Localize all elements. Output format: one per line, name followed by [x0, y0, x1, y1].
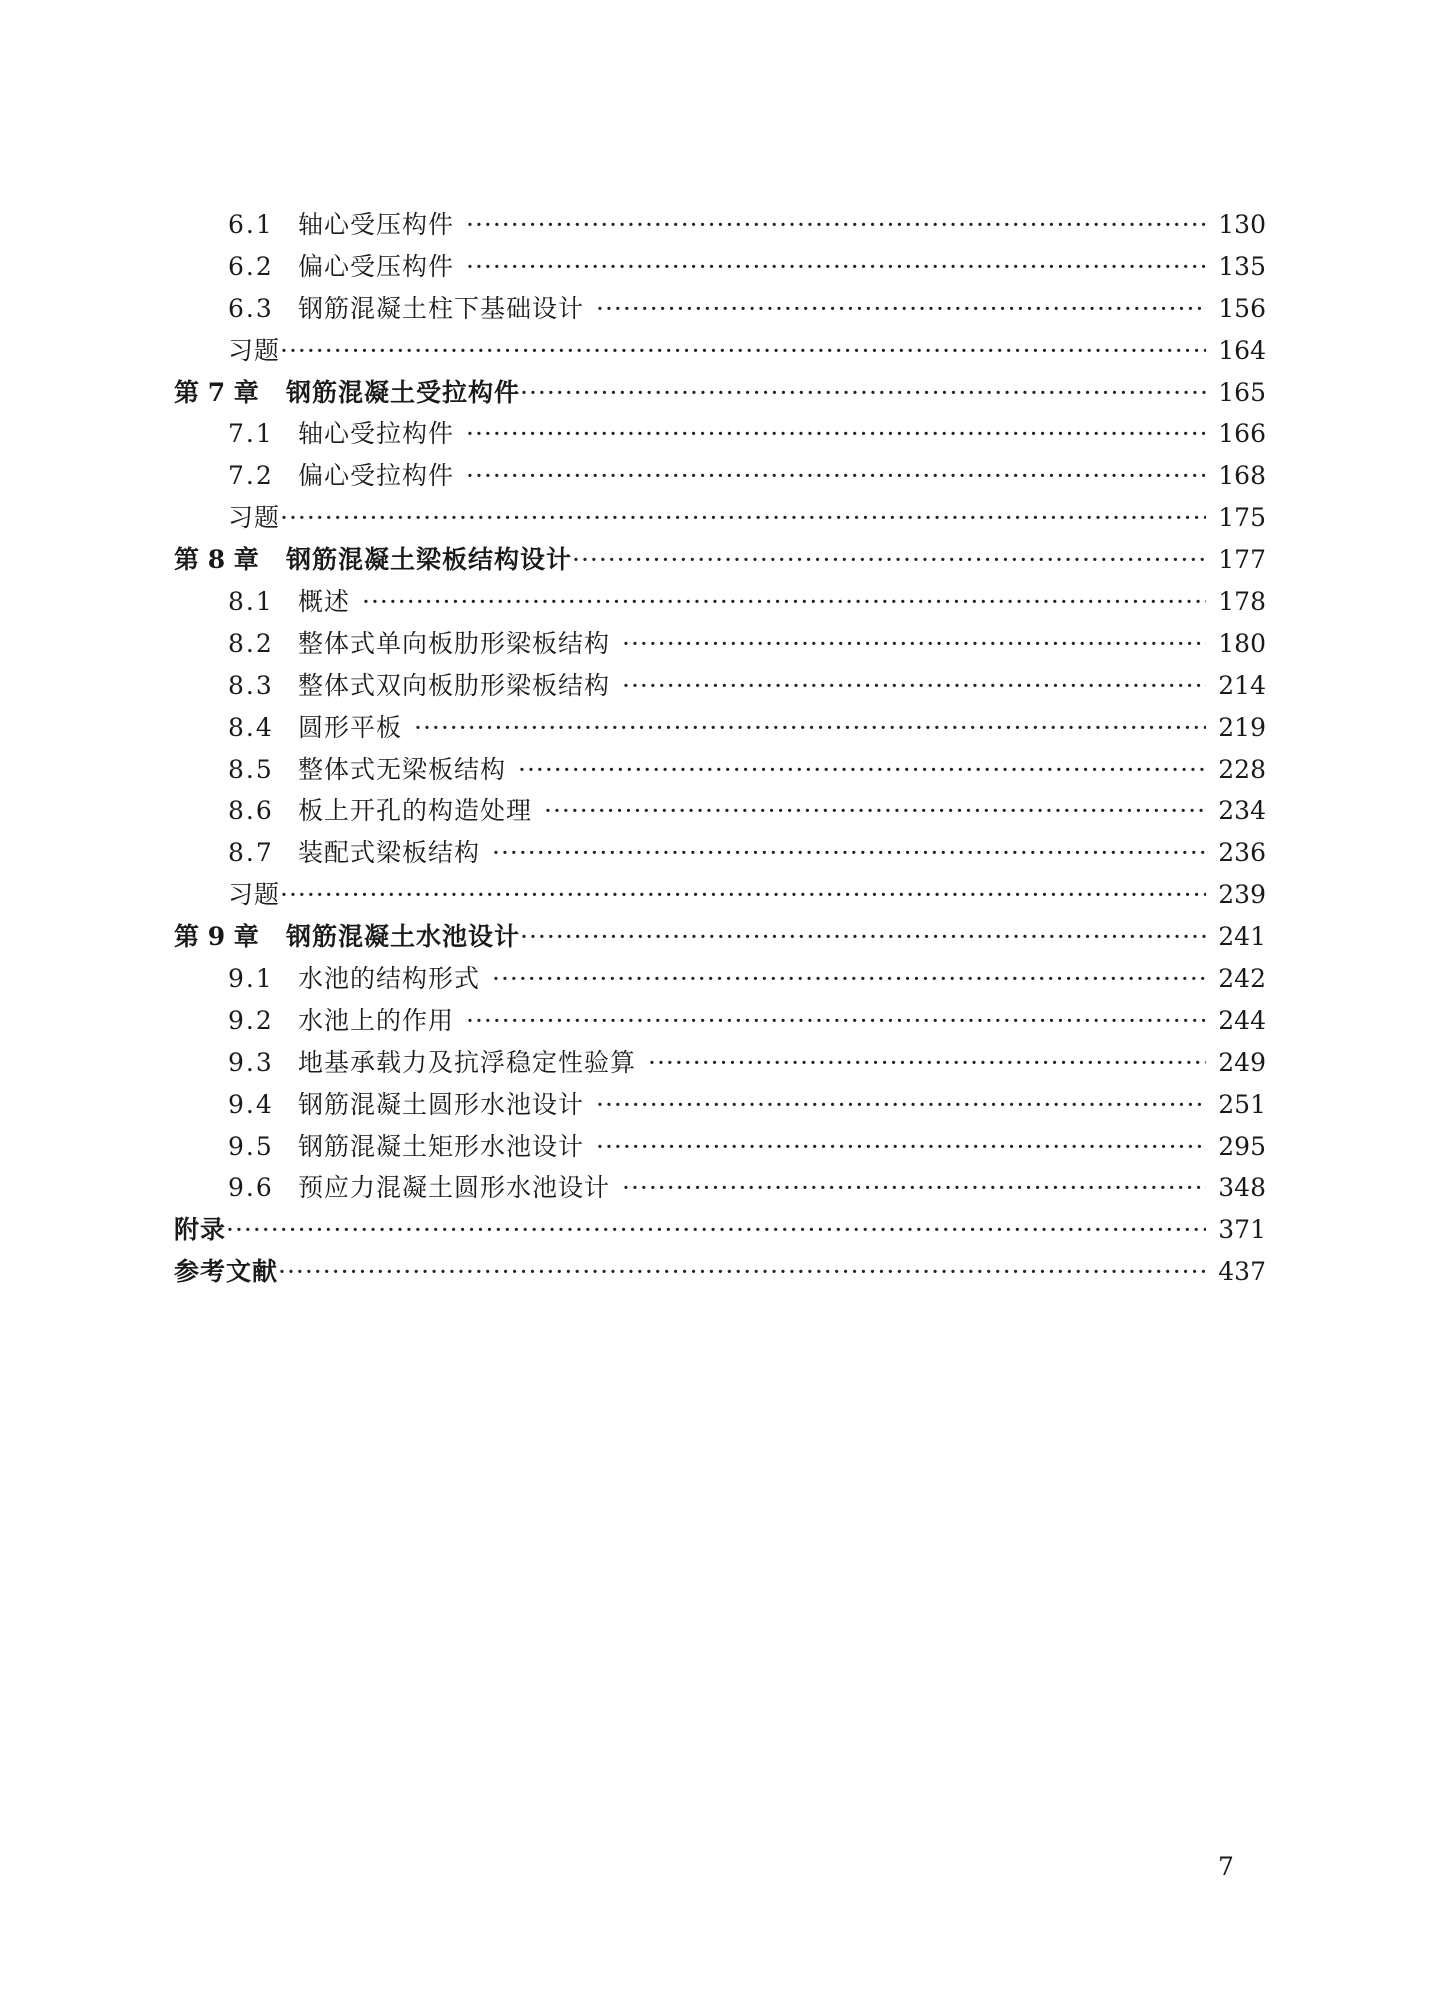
toc-section-number: 9.3 [228, 1047, 274, 1077]
toc-page-number: 214 [1218, 670, 1266, 700]
toc-section-number: 8.5 [228, 754, 274, 784]
toc-entry-section[interactable] [174, 246, 1266, 288]
toc-entry-section[interactable] [174, 581, 1266, 623]
toc-entry-section[interactable] [174, 288, 1266, 330]
toc-entry-title: 概述 [298, 587, 351, 617]
toc-entry-chapter[interactable] [174, 916, 1266, 958]
toc-section-number: 8.2 [228, 628, 274, 658]
toc-entry-section[interactable] [174, 413, 1266, 455]
dot-leader [518, 749, 1206, 791]
toc-section-number: 6.3 [228, 293, 274, 323]
toc-entry-appendix[interactable] [174, 1209, 1266, 1251]
toc-entry-title: 整体式单向板肋形梁板结构 [298, 628, 611, 658]
dot-leader [572, 539, 1206, 581]
dot-leader [492, 958, 1206, 1000]
dot-leader [544, 790, 1206, 832]
toc-chapter-number: 第 9 章 [174, 922, 259, 952]
toc-section-number: 8.3 [228, 670, 274, 700]
toc-entry-section[interactable] [174, 832, 1266, 874]
dot-leader [520, 372, 1206, 414]
toc-page-number: 178 [1218, 587, 1266, 617]
dot-leader [280, 330, 1206, 372]
toc-chapter-number: 第 8 章 [174, 545, 259, 575]
toc-entry-section[interactable] [174, 1167, 1266, 1209]
toc-entry-section[interactable] [174, 204, 1266, 246]
toc-page-number: 437 [1218, 1257, 1266, 1287]
toc-entry-chapter[interactable] [174, 372, 1266, 414]
page-number: 7 [1218, 1852, 1234, 1881]
toc-entry-section[interactable] [174, 623, 1266, 665]
toc-section-number: 8.1 [228, 587, 274, 617]
toc-page-number: 228 [1218, 754, 1266, 784]
toc-page-number: 244 [1218, 1005, 1266, 1035]
dot-leader [278, 1251, 1206, 1293]
toc-entry-title: 水池的结构形式 [298, 964, 481, 994]
toc-page-number: 241 [1218, 922, 1266, 952]
table-of-contents [174, 204, 1266, 1293]
toc-entry-title: 钢筋混凝土矩形水池设计 [298, 1131, 585, 1161]
dot-leader [648, 1042, 1206, 1084]
dot-leader [466, 204, 1206, 246]
toc-entry-title: 偏心受压构件 [298, 251, 455, 281]
toc-entry-title: 装配式梁板结构 [298, 838, 481, 868]
toc-entry-title: 轴心受拉构件 [298, 419, 455, 449]
toc-entry-title: 钢筋混凝土水池设计 [286, 922, 521, 952]
toc-entry-section[interactable] [174, 958, 1266, 1000]
toc-page-number: 165 [1218, 377, 1266, 407]
toc-entry-title: 习题 [228, 503, 281, 533]
toc-section-number: 6.2 [228, 251, 274, 281]
dot-leader [596, 1126, 1206, 1168]
toc-section-number: 9.1 [228, 964, 274, 994]
toc-entry-title: 整体式双向板肋形梁板结构 [298, 670, 611, 700]
toc-entry-title: 圆形平板 [298, 712, 403, 742]
dot-leader [362, 581, 1206, 623]
toc-section-number: 9.5 [228, 1131, 274, 1161]
dot-leader [622, 623, 1206, 665]
toc-page-number: 180 [1218, 628, 1266, 658]
toc-page-number: 295 [1218, 1131, 1266, 1161]
dot-leader [280, 874, 1206, 916]
toc-page-number: 168 [1218, 461, 1266, 491]
toc-page-number: 234 [1218, 796, 1266, 826]
toc-entry-exercise[interactable] [174, 874, 1266, 916]
toc-page-number: 371 [1218, 1215, 1266, 1245]
toc-entry-title: 钢筋混凝土受拉构件 [286, 377, 521, 407]
toc-entry-title: 附录 [174, 1215, 227, 1245]
toc-entry-section[interactable] [174, 790, 1266, 832]
dot-leader [466, 455, 1206, 497]
toc-entry-title: 参考文献 [174, 1257, 279, 1287]
toc-entry-title: 水池上的作用 [298, 1005, 455, 1035]
toc-section-number: 7.2 [228, 461, 274, 491]
toc-entry-title: 钢筋混凝土柱下基础设计 [298, 293, 585, 323]
toc-entry-section[interactable] [174, 707, 1266, 749]
dot-leader [466, 1000, 1206, 1042]
toc-page-number: 236 [1218, 838, 1266, 868]
toc-entry-title: 整体式无梁板结构 [298, 754, 507, 784]
toc-page-number: 130 [1218, 210, 1266, 239]
toc-section-number: 9.4 [228, 1089, 274, 1119]
toc-entry-section[interactable] [174, 749, 1266, 791]
toc-entry-title: 轴心受压构件 [298, 210, 455, 239]
toc-page-number: 242 [1218, 964, 1266, 994]
dot-leader [622, 665, 1206, 707]
toc-page-number: 348 [1218, 1173, 1266, 1203]
toc-page-number: 249 [1218, 1047, 1266, 1077]
toc-entry-section[interactable] [174, 1000, 1266, 1042]
toc-page-number: 156 [1218, 293, 1266, 323]
toc-page-number: 175 [1218, 503, 1266, 533]
toc-section-number: 6.1 [228, 210, 274, 239]
dot-leader [596, 288, 1206, 330]
toc-entry-section[interactable] [174, 1042, 1266, 1084]
toc-entry-title: 钢筋混凝土圆形水池设计 [298, 1089, 585, 1119]
dot-leader [622, 1167, 1206, 1209]
toc-entry-chapter[interactable] [174, 539, 1266, 581]
toc-entry-title: 钢筋混凝土梁板结构设计 [286, 545, 573, 575]
dot-leader [280, 497, 1206, 539]
toc-section-number: 9.2 [228, 1005, 274, 1035]
dot-leader [492, 832, 1206, 874]
toc-page-number: 251 [1218, 1089, 1266, 1119]
toc-entry-title: 地基承载力及抗浮稳定性验算 [298, 1047, 637, 1077]
toc-page-number: 164 [1218, 335, 1266, 365]
toc-entry-title: 习题 [228, 880, 281, 910]
toc-page-number: 177 [1218, 545, 1266, 575]
toc-page-number: 239 [1218, 880, 1266, 910]
toc-entry-section[interactable] [174, 1126, 1266, 1168]
toc-page-number: 135 [1218, 251, 1266, 281]
toc-section-number: 7.1 [228, 419, 274, 449]
toc-entry-section[interactable] [174, 1084, 1266, 1126]
toc-entry-title: 偏心受拉构件 [298, 461, 455, 491]
toc-entry-section[interactable] [174, 665, 1266, 707]
toc-entry-exercise[interactable] [174, 497, 1266, 539]
toc-section-number: 8.7 [228, 838, 274, 868]
toc-entry-title: 习题 [228, 335, 281, 365]
dot-leader [596, 1084, 1206, 1126]
toc-section-number: 8.6 [228, 796, 274, 826]
toc-entry-section[interactable] [174, 455, 1266, 497]
toc-section-number: 8.4 [228, 712, 274, 742]
toc-entry-title: 板上开孔的构造处理 [298, 796, 533, 826]
toc-entry-appendix[interactable] [174, 1251, 1266, 1293]
toc-page-number: 166 [1218, 419, 1266, 449]
toc-entry-exercise[interactable] [174, 330, 1266, 372]
dot-leader [520, 916, 1206, 958]
toc-chapter-number: 第 7 章 [174, 377, 259, 407]
toc-section-number: 9.6 [228, 1173, 274, 1203]
dot-leader [414, 707, 1206, 749]
dot-leader [466, 246, 1206, 288]
toc-entry-title: 预应力混凝土圆形水池设计 [298, 1173, 611, 1203]
dot-leader [466, 413, 1206, 455]
dot-leader [226, 1209, 1206, 1251]
toc-page-number: 219 [1218, 712, 1266, 742]
